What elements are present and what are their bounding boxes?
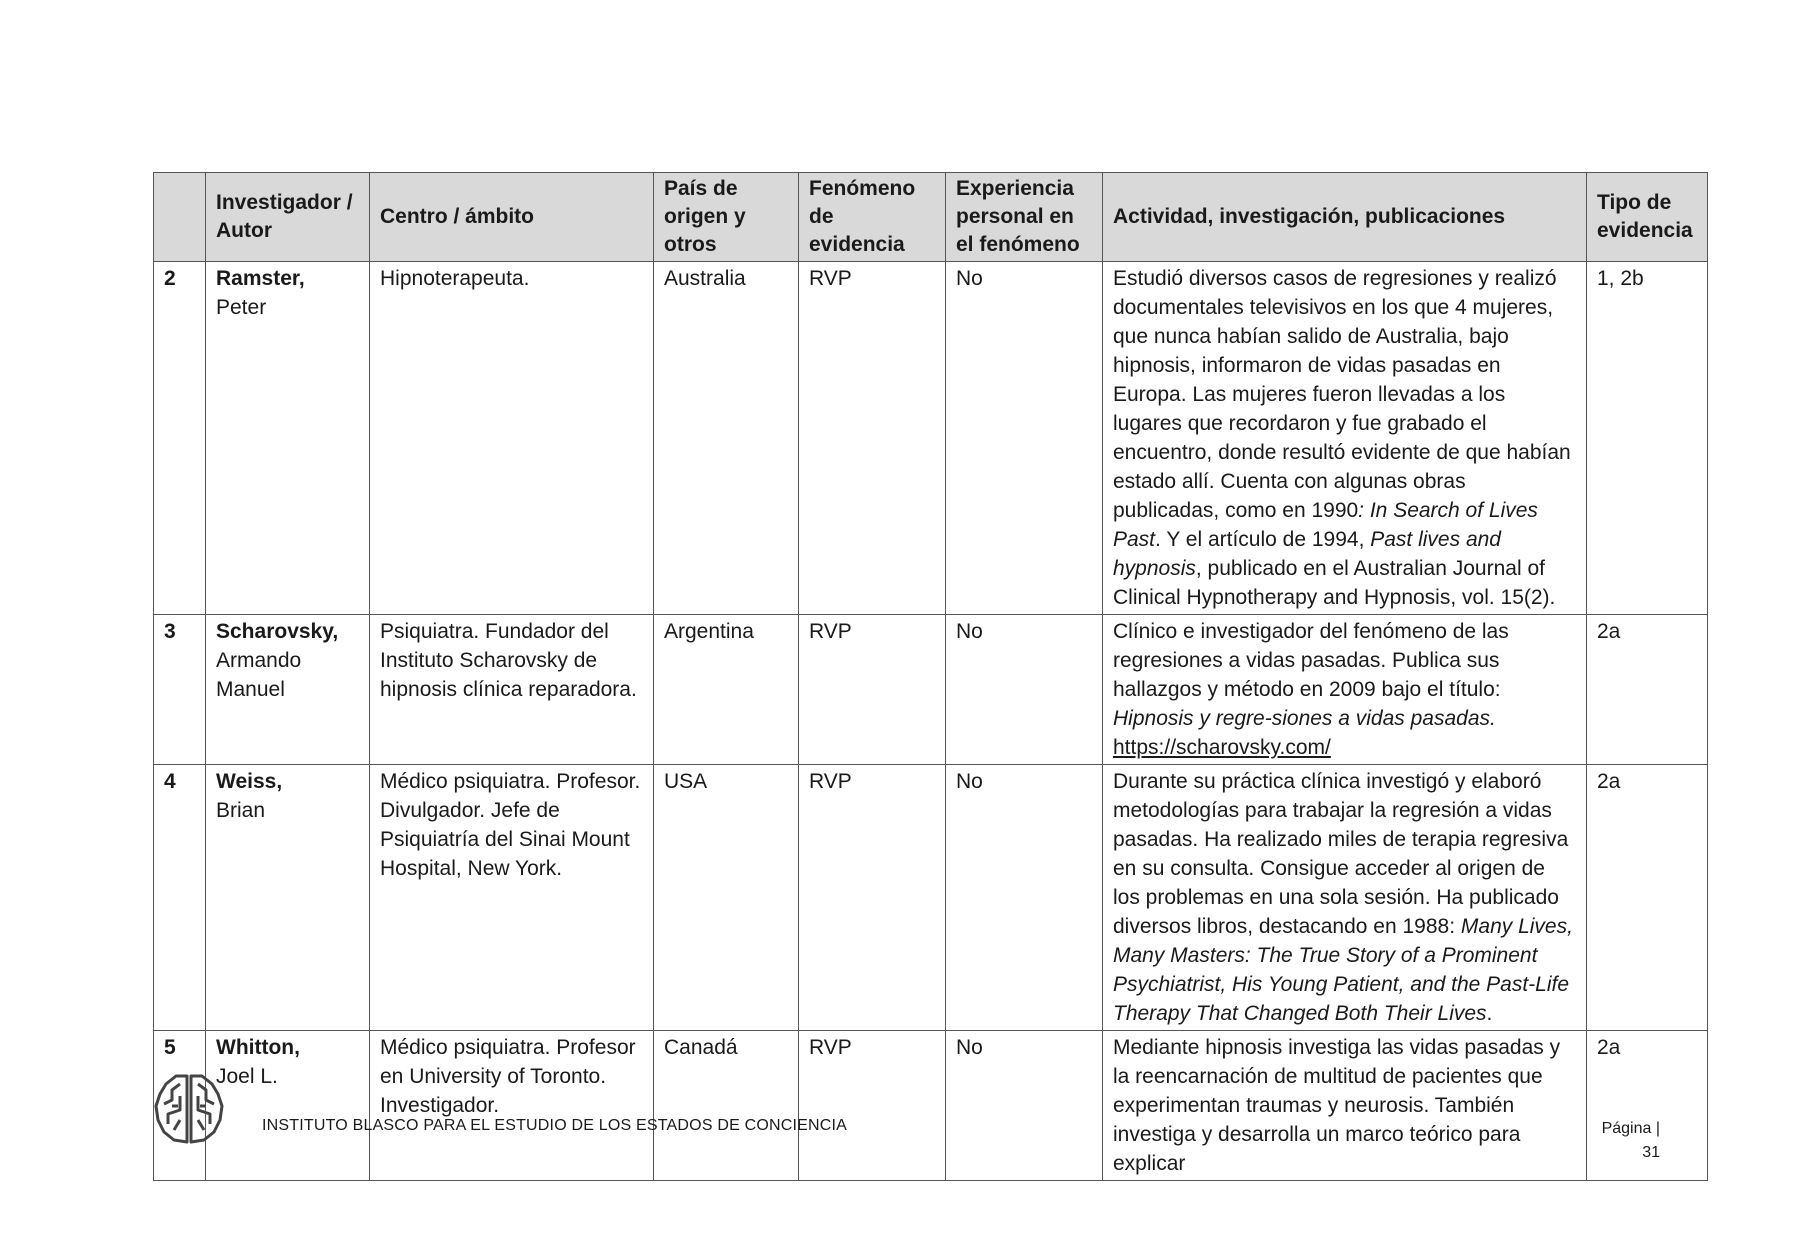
header-author: Investigador / Autor xyxy=(206,173,370,262)
evidence-type-cell: 1, 2b xyxy=(1587,262,1708,615)
header-num xyxy=(154,173,206,262)
center-cell: Médico psiquiatra. Profesor en University of Toronto. Investigador. xyxy=(370,1031,654,1181)
page-number-value: 31 xyxy=(1642,1144,1660,1161)
author-last-name: Whitton, xyxy=(216,1036,300,1059)
experience-cell: No xyxy=(946,765,1103,1031)
center-cell: Psiquiatra. Fundador del Instituto Scharovsky de hipnosis clínica reparadora. xyxy=(370,615,654,765)
header-country: País de origen y otros xyxy=(654,173,799,262)
activity-text: , publicado en el Australian Journal of Clinical Hypnotherapy and Hypnosis, vol. 15(2). xyxy=(1113,557,1556,609)
country-cell: USA xyxy=(654,765,799,1031)
author-cell xyxy=(206,1031,370,1181)
country-cell: Canadá xyxy=(654,1031,799,1181)
activity-cell xyxy=(1103,765,1587,1031)
table-row xyxy=(154,765,1708,1031)
author-last-name: Scharovsky, xyxy=(216,620,339,643)
author-first-name: Brian xyxy=(216,799,266,822)
author-last-name: Weiss, xyxy=(216,770,283,793)
page-label: Página | xyxy=(1601,1120,1660,1137)
row-number: 3 xyxy=(154,615,206,765)
experience-cell: No xyxy=(946,615,1103,765)
table-row xyxy=(154,262,1708,615)
author-cell xyxy=(206,615,370,765)
activity-cell xyxy=(1103,615,1587,765)
header-phenomenon: Fenómeno de evidencia xyxy=(799,173,946,262)
row-number: 4 xyxy=(154,765,206,1031)
experience-cell: No xyxy=(946,1031,1103,1181)
activity-text: Clínico e investigador del fenómeno de las regresiones a vidas pasadas. Publica sus hallazgos y método en 2009 bajo el título: xyxy=(1113,620,1509,701)
header-type: Tipo de evidencia xyxy=(1587,173,1708,262)
row-number: 2 xyxy=(154,262,206,615)
website-link[interactable]: https://scharovsky.com/ xyxy=(1113,736,1331,759)
author-cell xyxy=(206,765,370,1031)
author-first-name: Peter xyxy=(216,296,267,319)
activity-title: Many Lives, Many Masters: The True Story of a Prominent Psychiatrist, His Young Patient, and the Past-Life Therapy That Changed Both Their Lives xyxy=(1113,915,1573,1025)
phenomenon-cell: RVP xyxy=(799,615,946,765)
activity-title: Past lives and hypnosis xyxy=(1113,528,1501,580)
row-number: 5 xyxy=(154,1031,206,1181)
researchers-table xyxy=(153,172,1708,1181)
country-cell: Australia xyxy=(654,262,799,615)
activity-text: Mediante hipnosis investiga las vidas pasadas y la reencarnación de multitud de pacientes que experimentan traumas y neurosis. También investiga y desarrolla un marco teórico para explicar xyxy=(1113,1036,1561,1175)
brain-maze-logo-icon xyxy=(150,1070,228,1148)
center-cell: Hipnoterapeuta. xyxy=(370,262,654,615)
table-row xyxy=(154,615,1708,765)
table-header-row xyxy=(154,173,1708,262)
activity-text: Estudió diversos casos de regresiones y realizó documentales televisivos en los que 4 mujeres, que nunca habían salido de Australia, bajo hipnosis, informaron de vidas pasadas en Europa. Las mujeres fueron llevadas a los lugares que recordaron y fue grabado el encuentro, donde resultó evidente de que habían estado allí. Cuenta con algunas obras publicadas, como en 1990 xyxy=(1113,267,1571,522)
author-cell xyxy=(206,262,370,615)
activity-text: . Y el artículo de 1994, xyxy=(1155,528,1371,551)
experience-cell: No xyxy=(946,262,1103,615)
activity-title: Hipnosis y regre-siones a vidas pasadas. xyxy=(1113,707,1496,730)
page-number xyxy=(1560,1117,1660,1165)
phenomenon-cell: RVP xyxy=(799,262,946,615)
author-first-name: Armando Manuel xyxy=(216,649,302,701)
activity-title: : In Search of Lives Past xyxy=(1113,499,1538,551)
header-center: Centro / ámbito xyxy=(370,173,654,262)
header-activity: Actividad, investigación, publicaciones xyxy=(1103,173,1587,262)
country-cell: Argentina xyxy=(654,615,799,765)
phenomenon-cell: RVP xyxy=(799,765,946,1031)
activity-cell xyxy=(1103,262,1587,615)
institute-name: INSTITUTO BLASCO PARA EL ESTUDIO DE LOS ESTADOS DE CONCIENCIA xyxy=(262,1117,848,1134)
activity-cell xyxy=(1103,1031,1587,1181)
author-last-name: Ramster, xyxy=(216,267,305,290)
center-cell: Médico psiquiatra. Profesor. Divulgador. Jefe de Psiquiatría del Sinai Mount Hospital, New York. xyxy=(370,765,654,1031)
table-row xyxy=(154,1031,1708,1181)
activity-text: Durante su práctica clínica investigó y elaboró metodologías para trabajar la regresión a vidas pasadas. Ha realizado miles de terapia regresiva en su consulta. Consigue acceder al origen de los problemas en una sola sesión. Ha publicado diversos libros, destacando en 1988: xyxy=(1113,770,1569,938)
evidence-type-cell: 2a xyxy=(1587,1031,1708,1181)
evidence-type-cell: 2a xyxy=(1587,765,1708,1031)
phenomenon-cell: RVP xyxy=(799,1031,946,1181)
author-first-name: Joel L. xyxy=(216,1065,278,1088)
activity-text: . xyxy=(1486,1002,1493,1025)
header-experience: Experiencia personal en el fenómeno xyxy=(946,173,1103,262)
evidence-type-cell: 2a xyxy=(1587,615,1708,765)
